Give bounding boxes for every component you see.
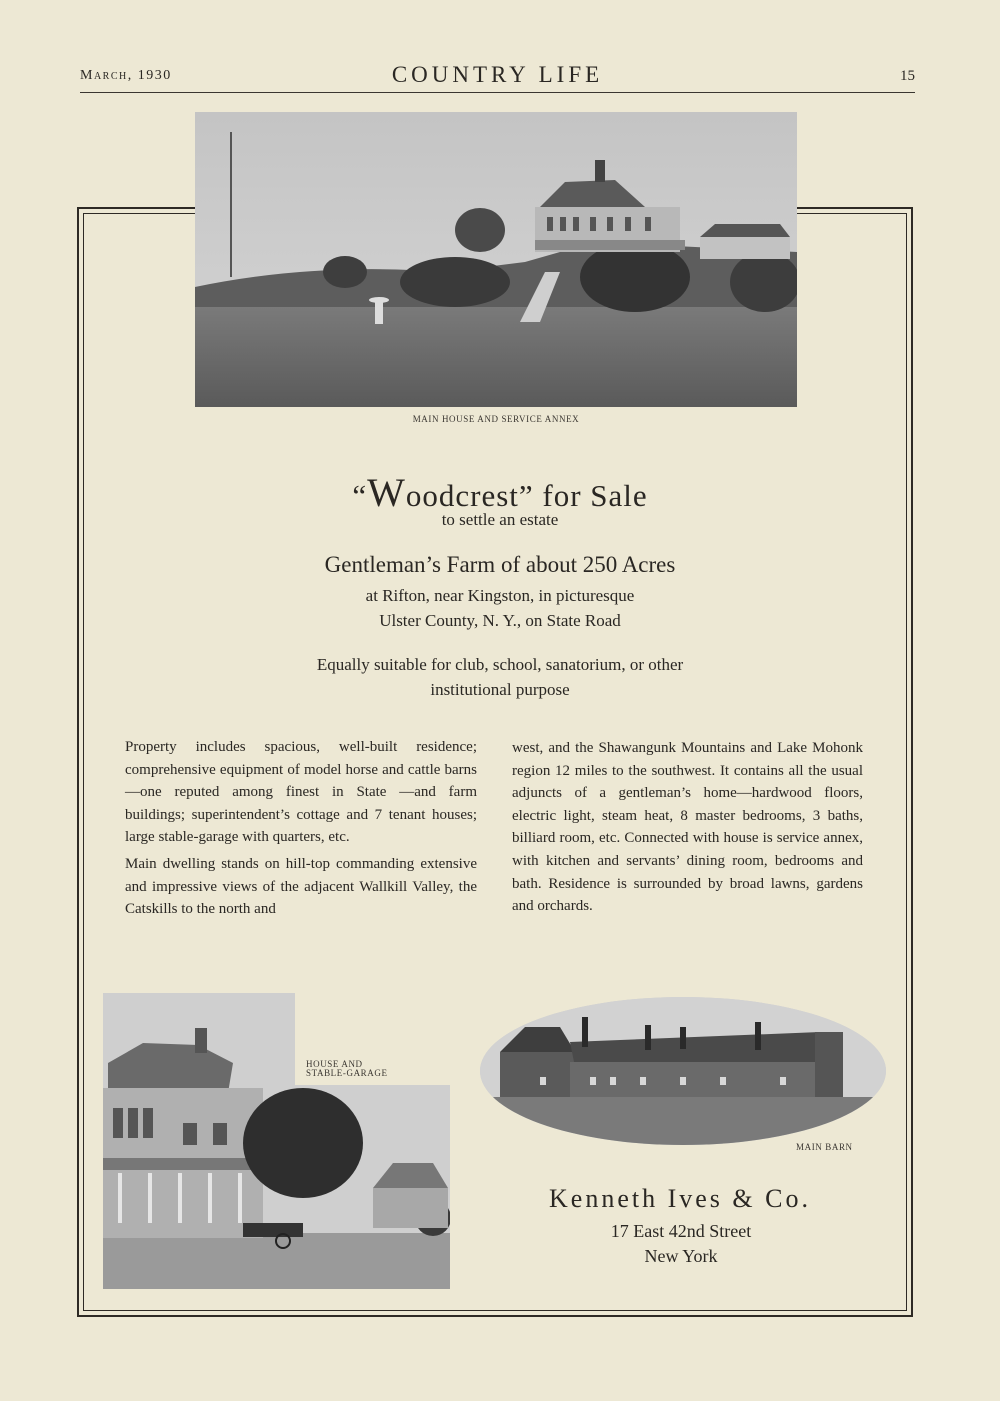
body-paragraph-1: Property includes spacious, well-built residence; comprehensive equipment of model horse and cattle barns—one reputed among finest in State —and farm buildings; superintendent’s cottage and 7 tenant houses; large stable-garage with quarters, etc. <box>125 739 477 846</box>
magazine-title: COUNTRY LIFE <box>391 62 604 87</box>
headline-name-rest: oodcrest” for Sale <box>405 478 648 513</box>
suitability-line2: institutional purpose <box>430 680 570 699</box>
firm-city: New York <box>644 1246 718 1266</box>
house-stable-photo <box>103 993 450 1289</box>
headline-quote-open: “ <box>352 478 368 513</box>
headline <box>160 469 840 516</box>
house-stable-caption-line2: STABLE-GARAGE <box>306 1068 388 1078</box>
farm-location-line1: at Rifton, near Kingston, in picturesque <box>365 586 635 605</box>
body-left-column <box>125 736 477 925</box>
headline-subline: to settle an estate <box>441 510 559 529</box>
farm-title: Gentleman’s Farm of about 250 Acres <box>324 552 676 577</box>
page-number: 15 <box>900 68 915 84</box>
firm-street: 17 East 42nd Street <box>610 1221 752 1241</box>
body-paragraph-3: west, and the Shawangunk Mountains and Lake Mohonk region 12 miles to the southwest. It contains all the usual adjuncts of a gentleman’s home—hardwood floors, electric light, steam heat, 8 master bedrooms, 3 baths, billiard room, etc. Connected with house is service annex, with kitchen and servants’ dining room, bedrooms and bath. Residence is surrounded by broad lawns, gardens and orchards. <box>512 740 863 915</box>
house-stable-caption <box>306 1060 388 1078</box>
body-paragraph-2: Main dwelling stands on hill-top commanding extensive and impressive views of the adjacent Wallkill Valley, the Catskills to the north and <box>125 855 477 918</box>
firm-name: Kenneth Ives & Co. <box>549 1184 811 1213</box>
house-stable-caption-line1: HOUSE AND <box>306 1059 363 1069</box>
issue-date: March, 1930 <box>80 68 172 83</box>
headline-name-initial: W <box>367 470 406 515</box>
main-house-caption: MAIN HOUSE AND SERVICE ANNEX <box>412 414 580 424</box>
running-head <box>80 62 915 93</box>
body-right-column <box>512 737 863 922</box>
farm-location-line2: Ulster County, N. Y., on State Road <box>379 611 621 630</box>
main-barn-caption: MAIN BARN <box>796 1142 853 1152</box>
main-barn-photo <box>480 997 886 1145</box>
main-house-photo <box>195 112 797 407</box>
suitability-line1: Equally suitable for club, school, sanatorium, or other <box>316 655 684 674</box>
